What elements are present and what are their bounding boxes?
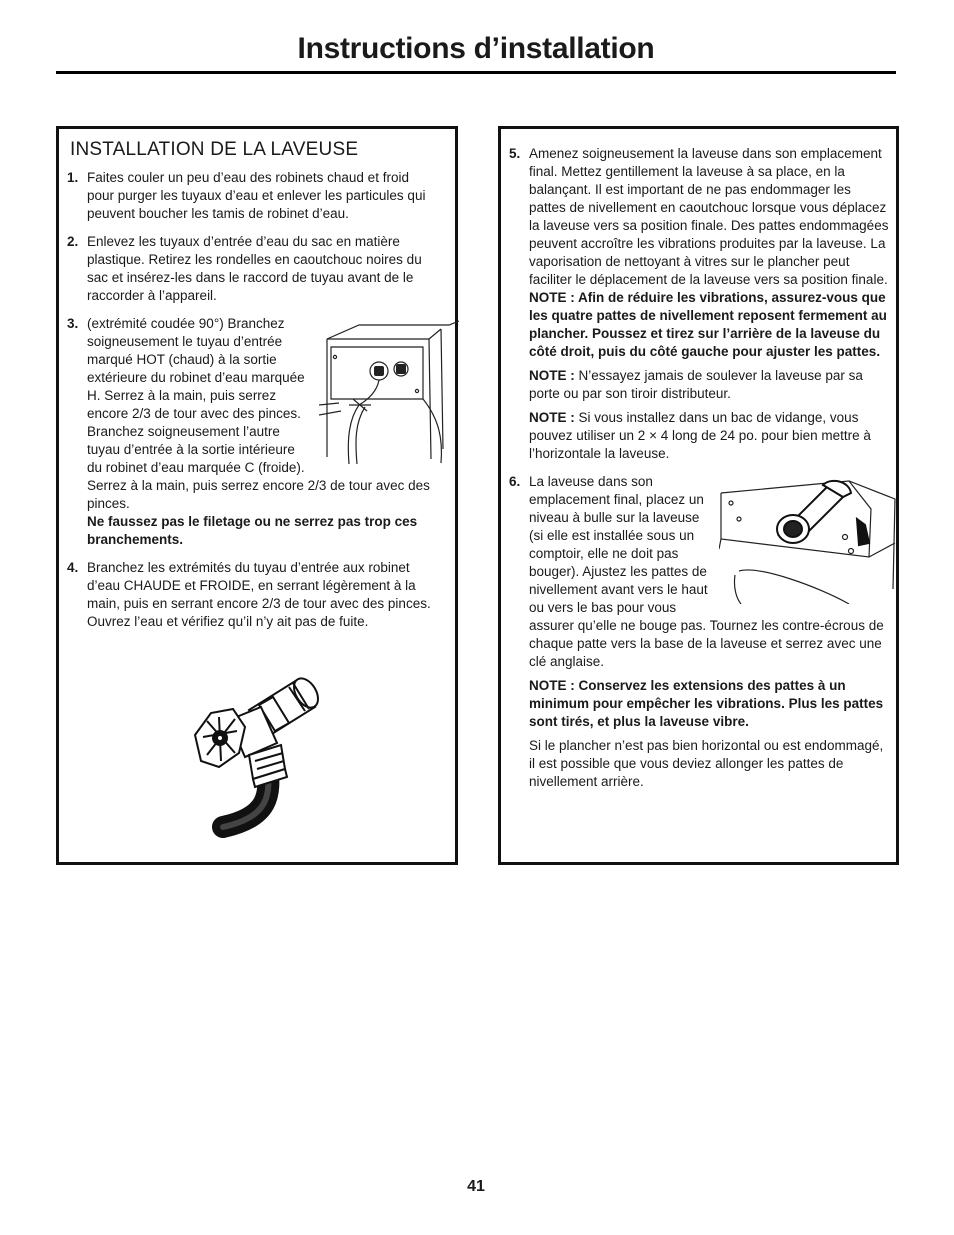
- right-steps-list: [509, 145, 889, 801]
- title-divider: [56, 71, 896, 74]
- step-text: Branchez les extrémités du tuyau d’entrée aux robinet d’eau CHAUDE et FROIDE, en serrant légèrement à la main, puis en serrant encore 2/3 de tour avec des pinces. Ouvrez l’eau et vérifiez qu’il n’y ait pas de fuite.: [87, 560, 431, 629]
- step-4: [67, 559, 435, 631]
- step-2: [67, 233, 435, 305]
- step-number: 5.: [509, 146, 521, 161]
- water-faucet-illustration: [189, 665, 329, 840]
- step-note-bold: NOTE : Conservez les extensions des pattes à un minimum pour empêcher les vibrations. Plus les pattes sont tirés, et plus la laveuse vibre.: [529, 678, 884, 729]
- step-text: La laveuse dans son emplacement final, placez un niveau à bulle sur la laveuse (si elle est installée sous un comptoir, elle ne doit pas bouger). Ajustez les pattes de nivellement avant vers le haut ou vers le bas pour vous assurer qu’elle ne bouge pas. Tournez les contre-écrous de chaque patte vers la base de la laveuse et serrez avec une clé anglaise.: [529, 474, 884, 669]
- leveling-leg-wrench-illustration: [719, 479, 897, 604]
- step-warning: Ne faussez pas le filetage ou ne serrez pas trop ces branchements.: [87, 514, 418, 547]
- step-note-bold: NOTE : Afin de réduire les vibrations, assurez-vous que les quatre pattes de nivellement reposent fermement au plancher. Poussez et tirez sur l’arrière de la laveuse du côté droit, puis du côté gauche pour ajuster les pattes.: [529, 290, 887, 359]
- step-text: (extrémité coudée 90°) Branchez soigneusement le tuyau d’entrée marqué HOT (chaud) à la sortie extérieure du robinet d’eau marquée H. Serrez à la main, puis serrez encore 2/3 de tour avec des pinces. Branchez soigneusement l’autre tuyau d’entrée à la sortie intérieure du robinet d’eau marquée C (froide). Serrez à la main, puis serrez encore 2/3 de tour avec des pinces.: [87, 316, 430, 511]
- page-number: 41: [467, 1178, 485, 1195]
- step-text: Enlevez les tuyaux d’entrée d’eau du sac en matière plastique. Retirez les rondelles en caoutchouc noires du sac et insérez-les dans le raccord de tuyau avant de le raccorder à l’appareil.: [87, 234, 422, 303]
- step-1: [67, 169, 435, 223]
- step-3: [67, 315, 435, 549]
- note-door-warning: NOTE : N’essayez jamais de soulever la laveuse par sa porte ou par son tiroir distributeur.: [529, 368, 863, 401]
- right-panel: [498, 126, 899, 865]
- step-5: [509, 145, 889, 463]
- note-drain-pan: NOTE : Si vous installez dans un bac de vidange, vous pouvez utiliser un 2 × 4 long de 24 po. pour bien mettre à l’horizontale la laveuse.: [529, 410, 871, 461]
- step-extra-text: Si le plancher n’est pas bien horizontal ou est endommagé, il est possible que vous deviez allonger les pattes de nivellement arrière.: [529, 738, 884, 789]
- left-steps-list: [67, 169, 435, 641]
- step-text: Faites couler un peu d’eau des robinets chaud et froid pour purger les tuyaux d’eau et enlever les particules qui peuvent boucher les tamis de robinet d’eau.: [87, 170, 426, 221]
- page-title: Instructions d’installation: [297, 32, 655, 65]
- water-inlet-illustration: [319, 319, 459, 464]
- step-text: Amenez soigneusement la laveuse dans son emplacement final. Mettez gentillement la laveuse à sa place, en la balançant. Il est important de ne pas endommager les pattes de nivellement en caoutchouc lorsque vous déplacez la laveuse vers sa position finale. Des pattes endommagées peuvent accroître les vibrations produites par la laveuse. La vaporisation de nettoyant à vitres sur le plancher peut faciliter le déplacement de la laveuse vers sa position finale. NOTE : Afin de réduire les vibrations, assurez-vous que les quatre pattes de nivellement reposent fermement au plancher. Poussez et tirez sur l’arrière de la laveuse du côté droit, puis du côté gauche pour ajuster les pattes.: [529, 146, 889, 359]
- step-number: 1.: [67, 170, 79, 185]
- step-number: 6.: [509, 474, 521, 489]
- left-panel: [56, 126, 458, 865]
- step-number: 2.: [67, 234, 79, 249]
- step-number: 4.: [67, 560, 79, 575]
- step-number: 3.: [67, 316, 79, 331]
- section-title: INSTALLATION DE LA LAVEUSE: [70, 139, 359, 160]
- step-6: [509, 473, 889, 791]
